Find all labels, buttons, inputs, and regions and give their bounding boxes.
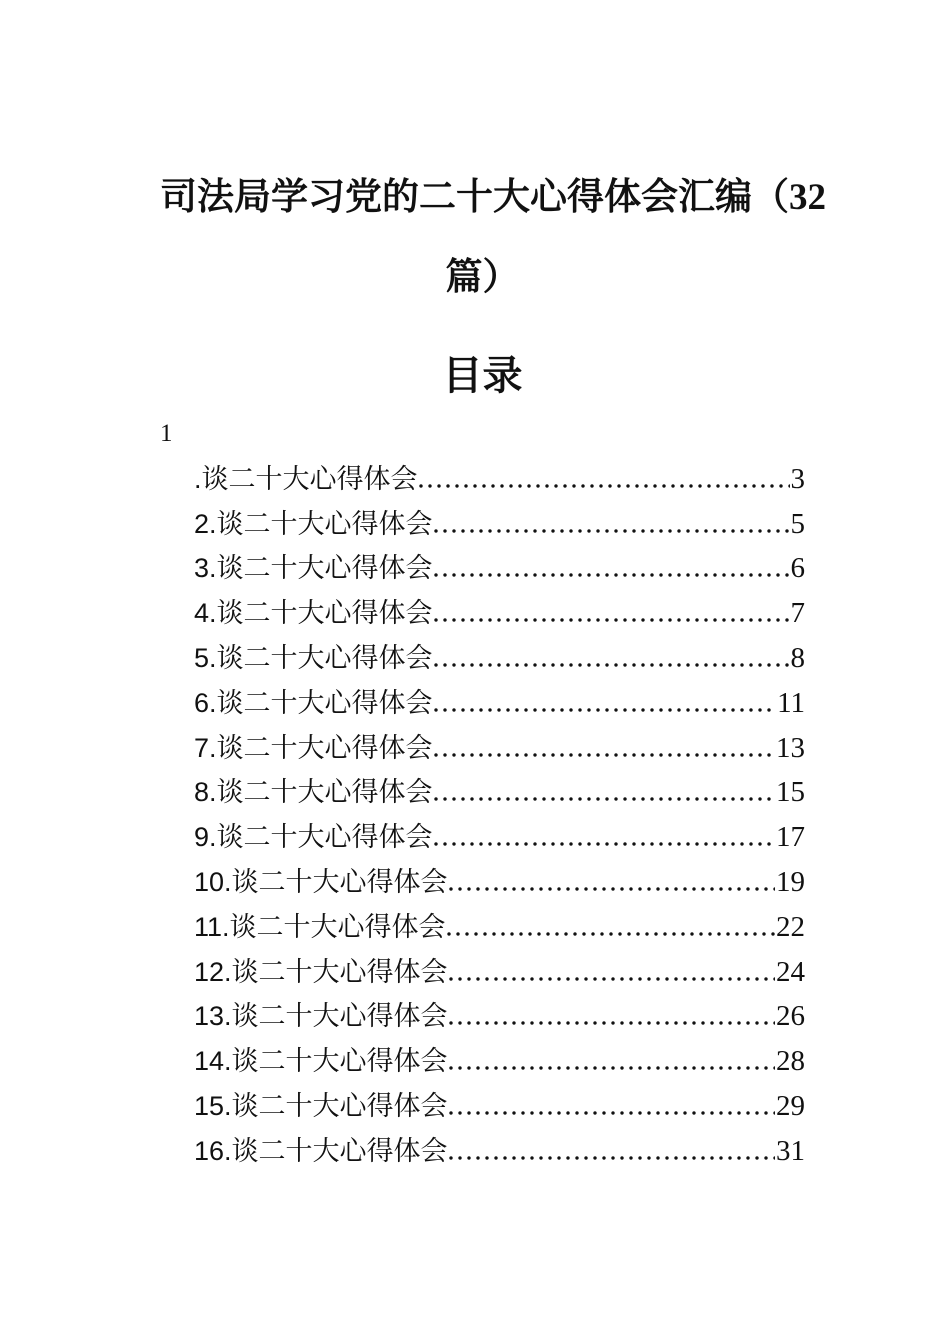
- dot-leader: [419, 484, 790, 488]
- toc-entry[interactable]: [160, 905, 805, 950]
- dot-leader: [449, 1156, 775, 1160]
- toc-entry-label: 11.谈二十大心得体会: [194, 911, 446, 942]
- document-title-line2: 篇）: [445, 257, 520, 298]
- dot-leader: [434, 797, 775, 801]
- toc-entry-label: 9.谈二十大心得体会: [194, 822, 433, 853]
- toc-entry-label: 8.谈二十大心得体会: [194, 777, 433, 808]
- toc-entry[interactable]: [160, 726, 805, 771]
- toc-entry[interactable]: [160, 770, 805, 815]
- dot-leader: [447, 932, 775, 936]
- toc-entry-label: 10.谈二十大心得体会: [194, 866, 448, 897]
- dot-leader: [449, 1111, 775, 1115]
- toc-entry-page-number: 8: [790, 641, 805, 674]
- dot-leader: [434, 618, 790, 622]
- toc-entry-label: 16.谈二十大心得体会: [194, 1135, 448, 1166]
- toc-entry-page-number: 22: [776, 910, 805, 943]
- toc-entry-page-number: 31: [776, 1134, 805, 1167]
- toc-entry[interactable]: [160, 546, 805, 591]
- toc-entry-page-number: 5: [790, 507, 805, 540]
- toc-heading: 目录: [442, 353, 523, 398]
- toc-entry-page-number: 11: [777, 686, 805, 719]
- dot-leader: [449, 1021, 775, 1025]
- toc-entry-page-number: 15: [776, 776, 805, 809]
- toc-entry-label: 3.谈二十大心得体会: [194, 553, 433, 584]
- toc-entry[interactable]: [160, 457, 805, 502]
- toc-entry-label: 15.谈二十大心得体会: [194, 1090, 448, 1121]
- toc-entry[interactable]: [160, 950, 805, 995]
- toc-entry-label: 7.谈二十大心得体会: [194, 732, 433, 763]
- toc-entry[interactable]: [160, 860, 805, 905]
- document-title-line1: 司法局学习党的二十大心得体会汇编（32: [160, 177, 826, 218]
- toc-entry[interactable]: [160, 591, 805, 636]
- toc-entry-label: 12.谈二十大心得体会: [194, 956, 448, 987]
- toc-entry-page-number: 28: [776, 1045, 805, 1078]
- toc-entry-label: .谈二十大心得体会: [194, 463, 418, 494]
- toc-entry-label: 14.谈二十大心得体会: [194, 1046, 448, 1077]
- dot-leader: [449, 977, 775, 981]
- toc-entry-page-number: 24: [776, 955, 805, 988]
- toc-entry-label: 13.谈二十大心得体会: [194, 1001, 448, 1032]
- toc-entry-label: 2.谈二十大心得体会: [194, 508, 433, 539]
- dot-leader: [434, 529, 790, 533]
- toc-entry[interactable]: [160, 502, 805, 547]
- dot-leader: [434, 753, 775, 757]
- dot-leader: [434, 842, 775, 846]
- toc-entry[interactable]: [160, 636, 805, 681]
- toc-entry-page-number: 6: [790, 552, 805, 585]
- toc-entry-page-number: 3: [790, 462, 805, 495]
- toc-entry[interactable]: [160, 994, 805, 1039]
- toc-entry-label: 4.谈二十大心得体会: [194, 598, 433, 629]
- dot-leader: [434, 708, 777, 712]
- toc-entry[interactable]: [160, 681, 805, 726]
- toc-entry-page-number: 29: [776, 1089, 805, 1122]
- toc-entry-page-number: 19: [776, 865, 805, 898]
- toc-entry[interactable]: [160, 1084, 805, 1129]
- dot-leader: [449, 1066, 775, 1070]
- toc-entry-page-number: 13: [776, 731, 805, 764]
- toc-entry-label: 5.谈二十大心得体会: [194, 642, 433, 673]
- dot-leader: [449, 887, 775, 891]
- toc-entry-page-number: 7: [790, 597, 805, 630]
- toc-entry[interactable]: [160, 1129, 805, 1174]
- toc-list: [160, 457, 805, 1174]
- toc-entry[interactable]: [160, 1039, 805, 1084]
- toc-entry-label: 6.谈二十大心得体会: [194, 687, 433, 718]
- dot-leader: [434, 663, 790, 667]
- toc-entry-wrapped-number[interactable]: 1: [160, 420, 173, 447]
- toc-entry-page-number: 26: [776, 1000, 805, 1033]
- dot-leader: [434, 573, 790, 577]
- toc-entry[interactable]: [160, 815, 805, 860]
- document-title: [160, 158, 826, 318]
- toc-entry-page-number: 17: [776, 821, 805, 854]
